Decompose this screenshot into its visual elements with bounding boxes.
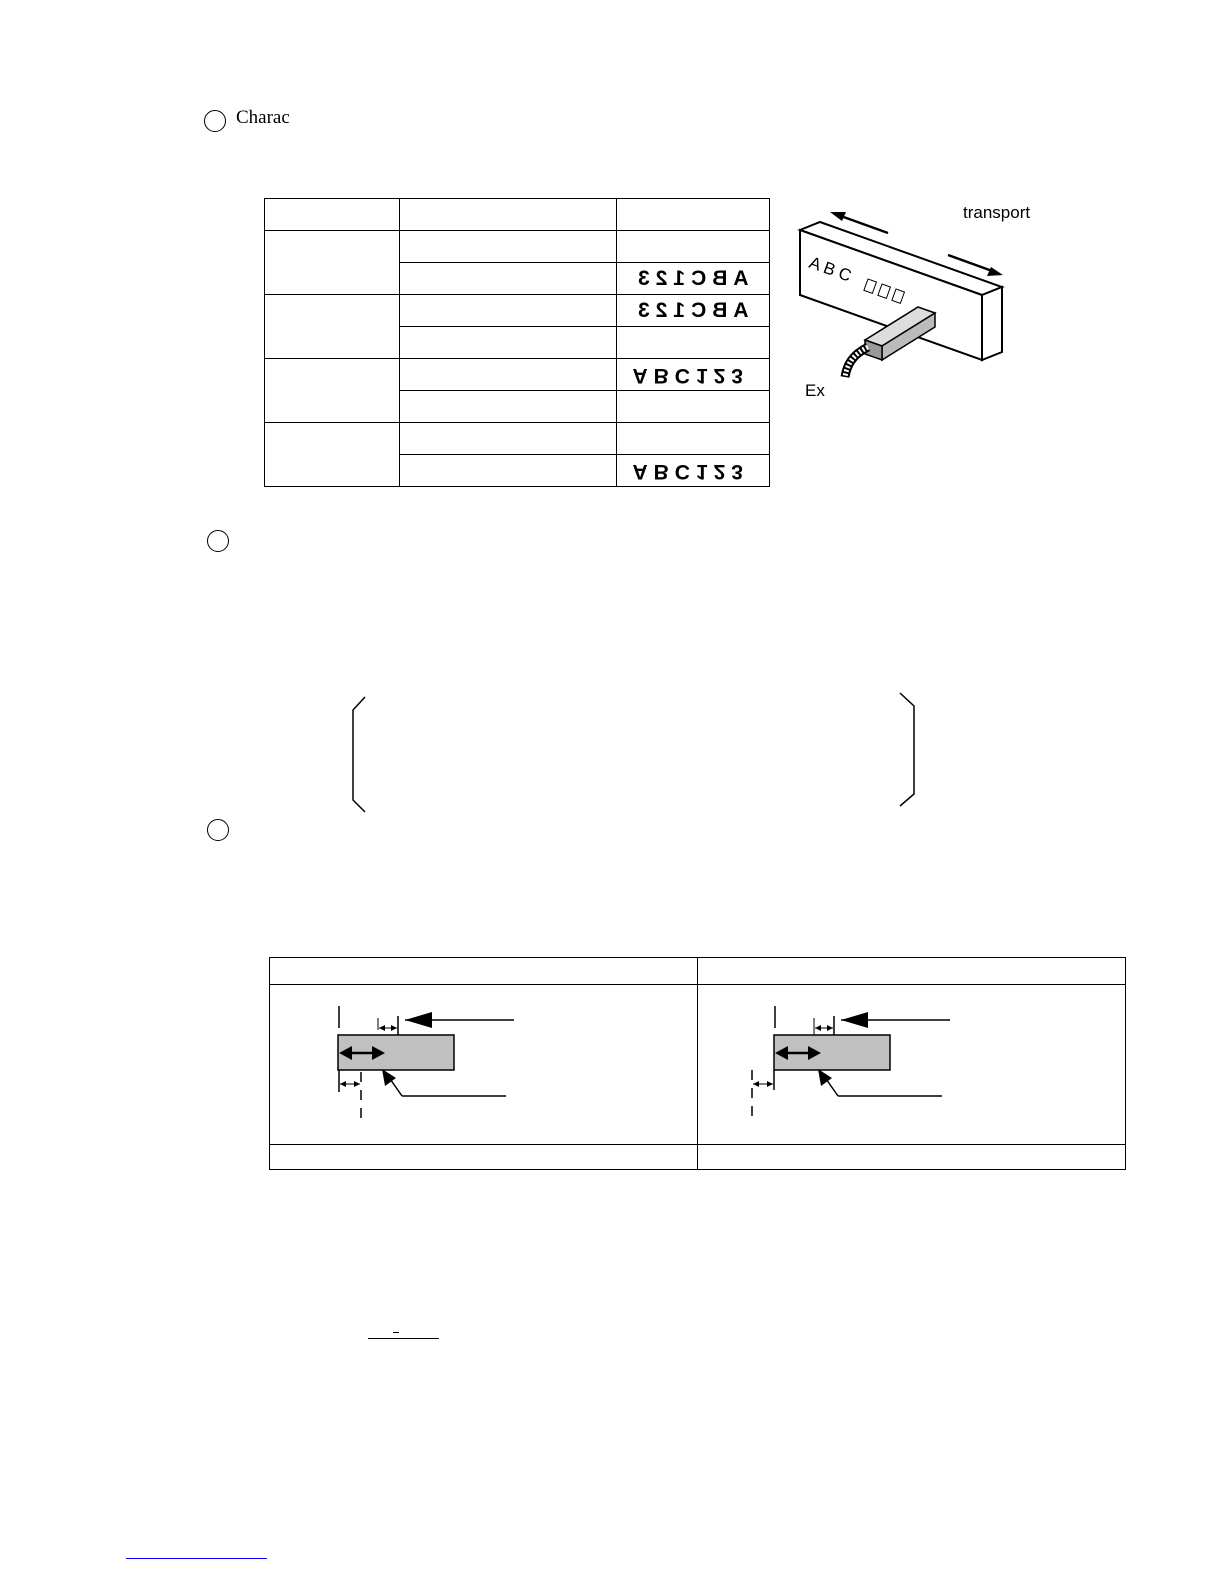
table-cell xyxy=(400,423,617,455)
table-header-cell xyxy=(400,199,617,231)
sample-cell xyxy=(617,231,770,263)
section-marker-icon xyxy=(207,530,229,552)
position-diagram-left xyxy=(330,1000,590,1125)
mirrored-sample: ABC123 xyxy=(632,298,749,322)
section-marker-icon xyxy=(204,110,226,132)
print-position-table xyxy=(269,957,1126,1170)
table-cell xyxy=(400,295,617,327)
table-group-cell xyxy=(265,231,400,295)
table-cell xyxy=(400,263,617,295)
divider xyxy=(697,958,698,1169)
table-cell xyxy=(400,327,617,359)
sample-cell xyxy=(617,391,770,423)
sample-cell xyxy=(617,295,770,327)
fraction-tick xyxy=(393,1332,399,1333)
flipped-sample: ABC123 xyxy=(632,363,749,387)
position-diagram-right xyxy=(748,1000,1008,1125)
sample-cell xyxy=(617,359,770,391)
table-cell xyxy=(400,359,617,391)
footer-link-underline[interactable] xyxy=(126,1558,267,1559)
printed-chars: A B C xyxy=(806,252,854,286)
bracket-right-icon xyxy=(895,690,920,812)
product-box-side xyxy=(982,287,1002,360)
table-group-cell xyxy=(265,295,400,359)
table-header-cell xyxy=(617,199,770,231)
arrow-head-icon xyxy=(830,212,846,221)
table-group-cell xyxy=(265,423,400,487)
mirrored-sample: ABC123 xyxy=(632,266,749,290)
table-cell xyxy=(400,455,617,487)
arrow-head-icon xyxy=(987,267,1003,276)
sample-cell xyxy=(617,455,770,487)
table-cell xyxy=(400,391,617,423)
table-group-cell xyxy=(265,359,400,423)
sample-cell xyxy=(617,327,770,359)
fraction-line xyxy=(368,1338,439,1339)
table-cell xyxy=(400,231,617,263)
transport-label: transport xyxy=(963,203,1031,222)
section-marker-icon xyxy=(207,819,229,841)
table-header-cell xyxy=(265,199,400,231)
sample-cell xyxy=(617,263,770,295)
example-label: Ex xyxy=(805,381,825,400)
flipped-sample: ABC123 xyxy=(632,459,749,483)
section-heading: Charac xyxy=(236,107,290,128)
bracket-left-icon xyxy=(345,694,370,816)
print-head-figure xyxy=(790,195,1020,410)
orientation-table xyxy=(264,198,770,487)
sample-cell xyxy=(617,423,770,455)
